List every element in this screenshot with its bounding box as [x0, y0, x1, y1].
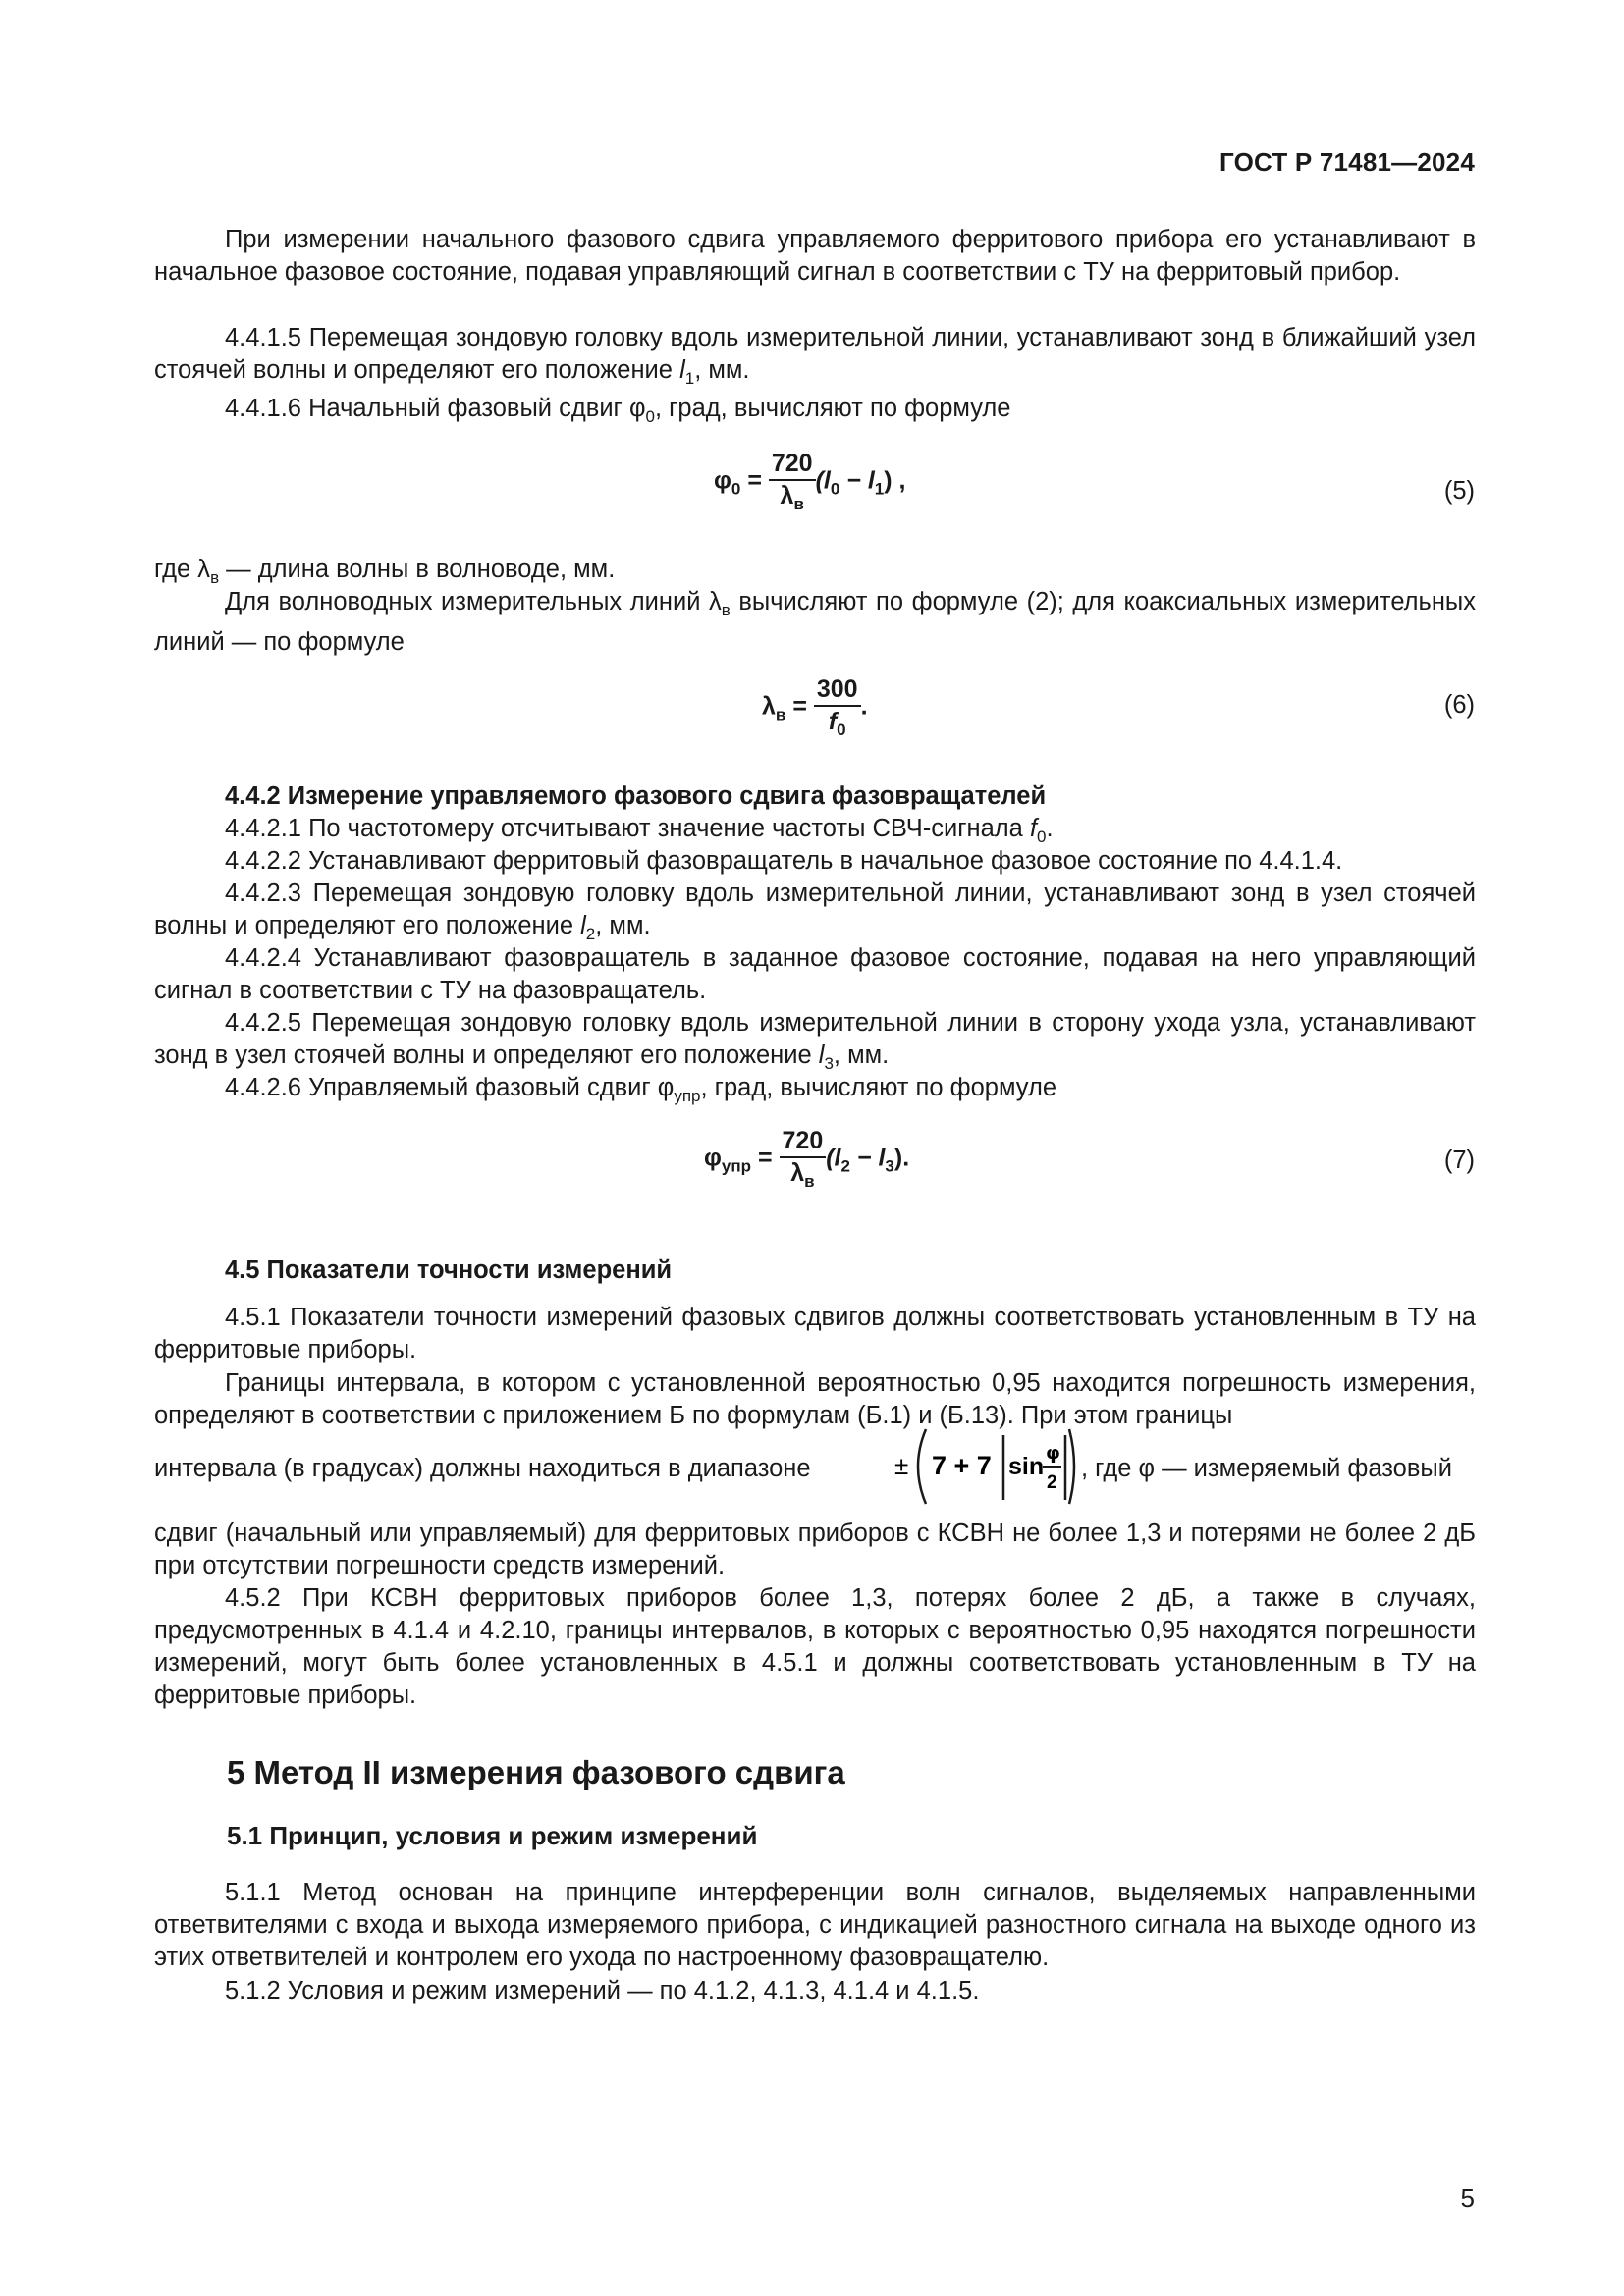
formula-7: $\varphi_{упр}$ = $\frac{720}{\lambda_в}$ $(l_2 - l_3)$. — [704, 1127, 910, 1191]
formula-7-fraction: $\frac{720}{\lambda_в}$ — [780, 1127, 827, 1192]
paragraph-ksvn-conditions: сдвиг (начальный или управляемый) для ферритовых приборов с КСВН не более 1,3 и потерями не более 2 дБ при отсутствии погрешности средств измерений. — [154, 1520, 1476, 1579]
formula-left-paren — [918, 1429, 926, 1504]
paragraph-5-1-2: 5.1.2 Условия и режим измерений — по 4.1.2, 4.1.3, 4.1.4 и 4.1.5. — [225, 1977, 980, 2004]
paragraph-4-4-2-6: 4.4.2.6 Управляемый фазовый сдвиг $\varphi_{упр}$, град, вычисляют по формуле — [225, 1074, 1057, 1105]
paragraph-interval-range-label: интервала (в градусах) должны находиться в диапазоне — [154, 1455, 811, 1482]
equation-number-7: (7) — [1443, 1147, 1475, 1174]
formula-phi: φ — [1046, 1442, 1060, 1464]
formula-two: 2 — [1047, 1472, 1057, 1493]
paragraph-4-4-2-1: 4.4.2.1 По частотомеру отсчитывают значение частоты СВЧ-сигнала $f_0$. — [225, 815, 1054, 846]
page-number: 5 — [1460, 2183, 1475, 2213]
paragraph-4-5-1: 4.5.1 Показатели точности измерений фазовых сдвигов должны соответствовать установленным в ТУ на ферритовые приборы. — [154, 1304, 1476, 1363]
paragraph-interval-bounds: Границы интервала, в котором с установленной вероятностью 0,95 находится погрешность измерения, определяют в соответствии с приложением Б по формулам (Б.1) и (Б.13). При этом границы — [154, 1369, 1476, 1429]
paragraph-4-4-2-4: 4.4.2.4 Устанавливают фазовращатель в заданное фазовое состояние, подавая на него управляющий сигнал в соответствии с ТУ на фазовращатель. — [154, 944, 1476, 1004]
paragraph-4-4-2-3: 4.4.2.3 Перемещая зондовую головку вдоль измерительной линии, устанавливают зонд в узел стоячей волны и определяют его положение $l_2$, мм. — [154, 880, 1476, 943]
paragraph-where-lambda: где $\lambda_в$ — длина волны в волноводе, мм. — [154, 556, 616, 587]
equation-number-5: (5) — [1443, 477, 1475, 505]
formula-5-fraction: $\frac{720}{\lambda_в}$ — [769, 450, 816, 514]
section-5-title: 5 Метод II измерения фазового сдвига — [227, 1754, 845, 1790]
accuracy-range-formula-drawing — [893, 1423, 1077, 1510]
section-4-5-title: 4.5 Показатели точности измерений — [225, 1256, 673, 1284]
section-4-4-2-title: 4.4.2 Измерение управляемого фазового сдвига фазовращателей — [225, 782, 1047, 810]
formula-5: $\varphi_0$ = $\frac{720}{\lambda_в}$ $(l_0 - l_1)$ , — [714, 450, 906, 513]
formula-6-fraction: $\frac{300}{f_0}$ — [814, 675, 861, 740]
paragraph-4-4-1-6: 4.4.1.6 Начальный фазовый сдвиг $\varphi_0$, град, вычисляют по формуле — [225, 395, 1011, 426]
section-5-1-title: 5.1 Принцип, условия и режим измерений — [227, 1821, 758, 1850]
document-id-header: ГОСТ Р 71481—2024 — [1219, 147, 1475, 177]
paragraph-4-4-1-5: 4.4.1.5 Перемещая зондовую головку вдоль измерительной линии, устанавливают зонд в ближайший узел стоячей волны и определяют его положение $l_1$, мм. — [154, 324, 1476, 388]
paragraph-lambda-formula: Для волноводных измерительных линий $\lambda_в$ вычисляют по формуле (2); для коаксиальных измерительных линий — по формуле — [154, 588, 1476, 656]
formula-6: $\lambda_в$ = $\frac{300}{f_0}$ . — [762, 675, 868, 739]
paragraph-4-4-2-5: 4.4.2.5 Перемещая зондовую головку вдоль измерительной линии в сторону ухода узла, устанавливают зонд в узел стоячей волны и определяют его положение $l_3$, мм. — [154, 1009, 1476, 1073]
paragraph-4-5-2: 4.5.2 При КСВН ферритовых приборов более 1,3, потерях более 2 дБ, а также в случаях, предусмотренных в 4.1.4 и 4.2.10, границы интервалов, в которых с вероятностью 0,95 находятся погрешности измерений, могут быть более установленных в 4.5.1 и должны соответствовать установленным в ТУ на ферритовые приборы. — [154, 1584, 1476, 1709]
paragraph-4-4-2-2: 4.4.2.2 Устанавливают ферритовый фазовращатель в начальное фазовое состояние по 4.4.1.4. — [225, 847, 1343, 875]
paragraph-interval-range-tail: , где φ — измеряемый фазовый — [1081, 1455, 1452, 1482]
paragraph-5-1-1: 5.1.1 Метод основан на принципе интерференции волн сигналов, выделяемых направленными ответвителями с входа и выхода измеряемого прибора, с индикацией разностного сигнала на выходе одного из этих ответвителей и контролем его ухода по настроенному фазовращателю. — [154, 1879, 1476, 1971]
inline-formula-accuracy-range — [893, 1423, 1077, 1510]
paragraph-intro: При измерении начального фазового сдвига управляемого ферритового прибора его устанавливают в начальное фазовое состояние, подавая управляющий сигнал в соответствии с ТУ на ферритовый прибор. — [154, 226, 1476, 286]
equation-number-6: (6) — [1443, 691, 1475, 719]
formula-right-paren — [1069, 1429, 1074, 1504]
formula-plus-minus: ± — [894, 1451, 909, 1480]
formula-sin: sin — [1008, 1453, 1045, 1480]
formula-7-plus-7: 7 + 7 — [932, 1451, 992, 1480]
